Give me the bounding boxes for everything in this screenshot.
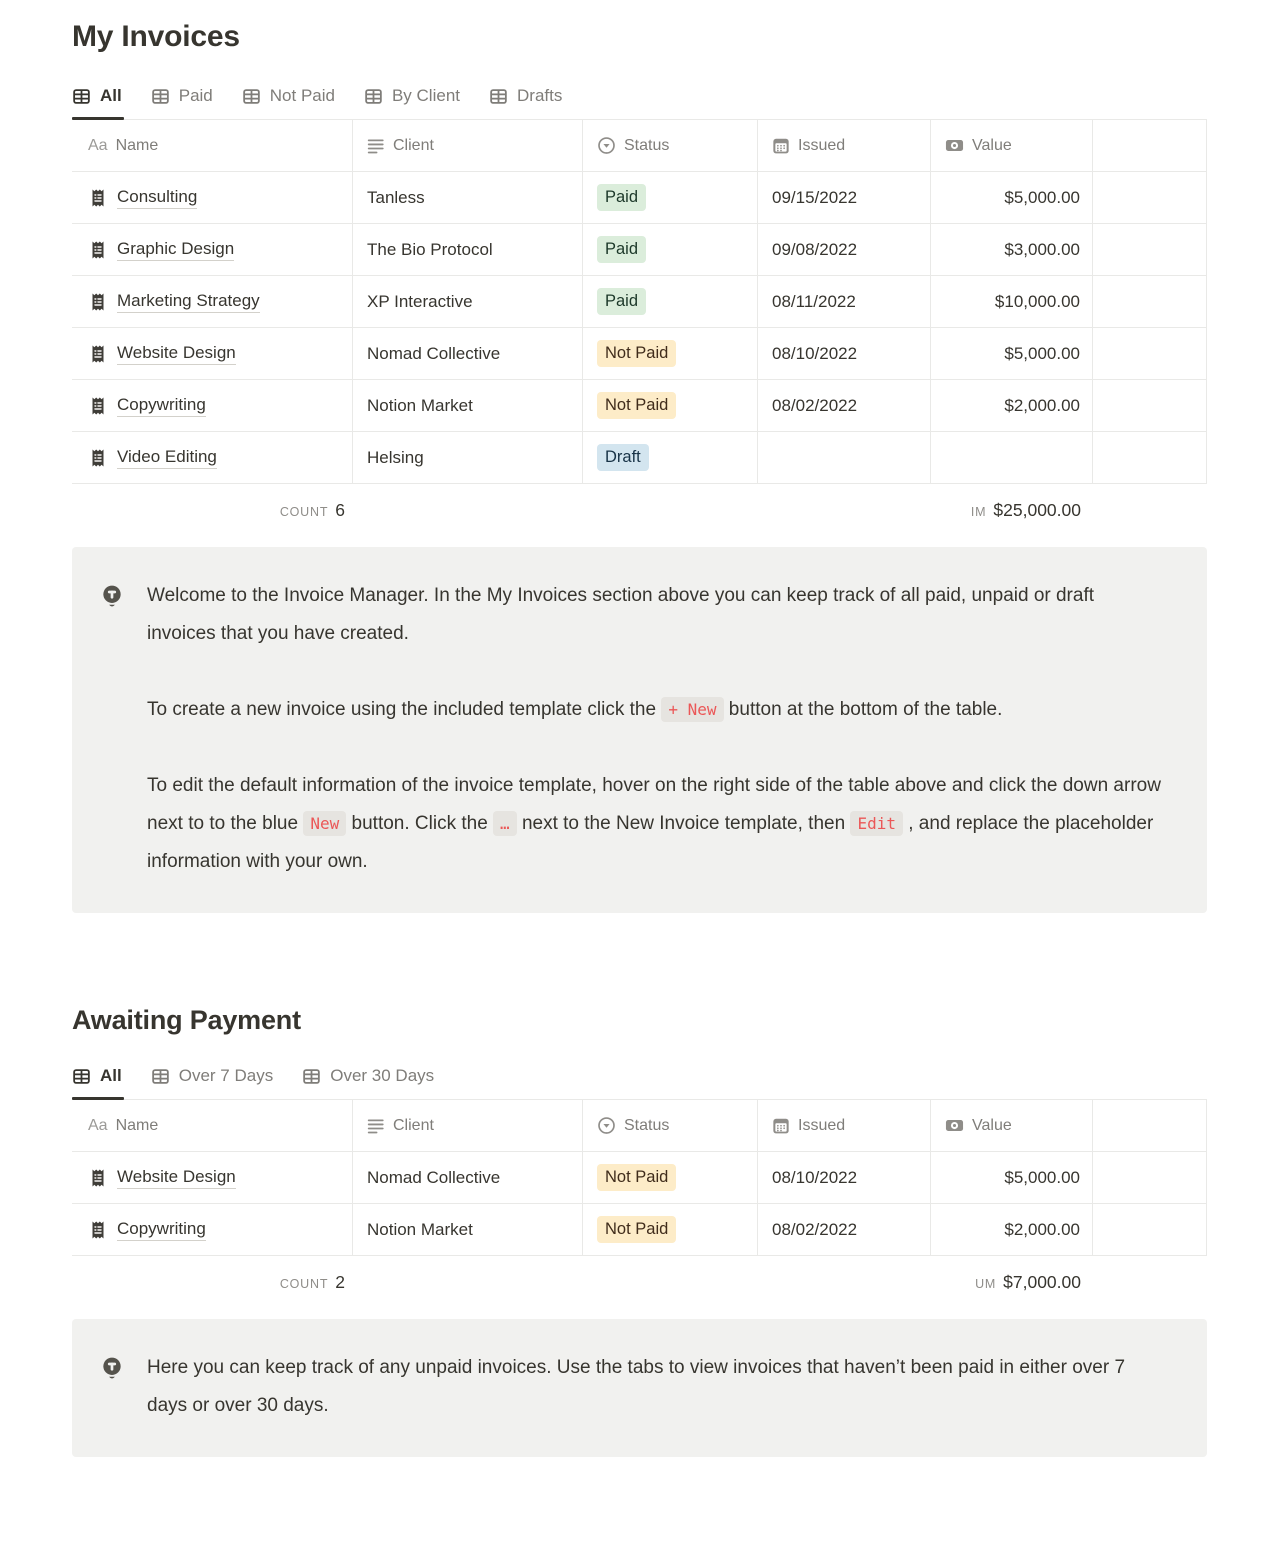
table-header-row [72, 120, 1207, 172]
receipt-icon [88, 396, 108, 416]
cell-status[interactable] [583, 1152, 758, 1203]
cell-client[interactable]: Nomad Collective [353, 328, 583, 379]
invoice-page-link[interactable]: Copywriting [117, 395, 206, 417]
cell-status[interactable] [583, 172, 758, 223]
cell-value[interactable]: $5,000.00 [931, 172, 1093, 223]
column-header-client[interactable] [353, 1100, 583, 1151]
cell-issued[interactable]: 08/10/2022 [758, 1152, 931, 1203]
invoice-page-link[interactable]: Video Editing [117, 447, 217, 469]
status-badge: Not Paid [597, 1164, 676, 1191]
status-badge: Not Paid [597, 1216, 676, 1243]
table-view-icon [72, 1067, 91, 1086]
cell-client[interactable]: Helsing [353, 432, 583, 483]
cell-name[interactable] [72, 1152, 353, 1203]
tab-label: Over 7 Days [178, 1066, 274, 1085]
cell-status[interactable] [583, 1204, 758, 1255]
cell-issued[interactable]: 08/02/2022 [758, 380, 931, 431]
view-tabs-awaiting [72, 1066, 1207, 1099]
column-header-client[interactable] [353, 120, 583, 171]
cell-issued[interactable] [758, 432, 931, 483]
column-header-status[interactable] [583, 1100, 758, 1151]
table-row[interactable] [72, 1152, 1207, 1204]
receipt-icon [88, 188, 108, 208]
select-property-icon [597, 136, 616, 155]
cell-issued[interactable]: 08/10/2022 [758, 328, 931, 379]
cell-status[interactable] [583, 380, 758, 431]
cell-empty[interactable] [1093, 328, 1207, 379]
receipt-icon [88, 1220, 108, 1240]
count-aggregate[interactable] [280, 500, 353, 521]
tab-label: By Client [391, 86, 460, 105]
table-footer [72, 1256, 1207, 1309]
tab-by-client[interactable] [364, 86, 462, 119]
column-label: Client [393, 136, 434, 154]
table-row[interactable] [72, 328, 1207, 380]
receipt-icon [88, 1168, 108, 1188]
text-property-icon [367, 137, 385, 155]
title-property-icon: Aa [88, 136, 108, 154]
cell-client[interactable]: Notion Market [353, 1204, 583, 1255]
inline-code: … [493, 811, 517, 836]
status-badge: Paid [597, 184, 646, 211]
tab-all[interactable] [72, 1066, 124, 1099]
table-view-icon [151, 87, 170, 106]
sum-aggregate[interactable] [975, 1272, 1093, 1293]
callout-paragraph: To create a new invoice using the included template click the + New button at the bottom of the table. [147, 699, 1003, 720]
table-view-icon [364, 87, 383, 106]
table-footer [72, 484, 1207, 537]
date-property-icon [772, 1117, 790, 1135]
cell-issued[interactable]: 08/11/2022 [758, 276, 931, 327]
count-value: 2 [335, 1272, 345, 1292]
inline-code: Edit [850, 811, 903, 836]
count-value: 6 [335, 500, 345, 520]
column-label: Value [972, 136, 1012, 154]
money-property-icon [945, 136, 964, 155]
column-label: Issued [798, 136, 846, 154]
cell-status[interactable] [583, 276, 758, 327]
status-badge: Not Paid [597, 340, 676, 367]
table-view-icon [72, 87, 91, 106]
money-property-icon [945, 1116, 964, 1135]
invoices-callout [72, 547, 1207, 913]
count-label: COUNT [279, 1277, 329, 1291]
column-header-issued[interactable] [758, 120, 931, 171]
callout-paragraph: Welcome to the Invoice Manager. In the My Invoices section above you can keep track of all paid, unpaid or draft invoices that you have created. [147, 585, 1095, 644]
status-badge: Not Paid [597, 392, 676, 419]
cell-name[interactable] [72, 172, 353, 223]
sum-label-clipped: IM [970, 505, 987, 519]
tab-label: Paid [178, 86, 213, 105]
invoice-page-link[interactable]: Website Design [117, 343, 236, 365]
lightbulb-icon [100, 584, 124, 610]
cell-name[interactable] [72, 328, 353, 379]
column-header-issued[interactable] [758, 1100, 931, 1151]
cell-value[interactable]: $10,000.00 [931, 276, 1093, 327]
column-label: Name [115, 1116, 159, 1134]
callout-paragraph: Here you can keep track of any unpaid invoices. Use the tabs to view invoices that haven’t been paid in either over 7 days or over 30 days. [147, 1357, 1126, 1416]
sum-aggregate[interactable] [971, 500, 1093, 521]
status-badge: Paid [597, 236, 646, 263]
table-view-icon [489, 87, 508, 106]
count-label: COUNT [279, 505, 329, 519]
tab-drafts[interactable] [489, 86, 564, 119]
section-my-invoices [72, 20, 1207, 913]
table-view-icon [302, 1067, 321, 1086]
column-label: Value [972, 1116, 1012, 1134]
cell-issued[interactable]: 09/15/2022 [758, 172, 931, 223]
cell-issued[interactable]: 09/08/2022 [758, 224, 931, 275]
table-row[interactable] [72, 276, 1207, 328]
column-label: Status [624, 136, 670, 154]
cell-name[interactable] [72, 380, 353, 431]
section-title: Awaiting Payment [72, 1005, 301, 1035]
count-aggregate[interactable] [280, 1272, 353, 1293]
cell-empty[interactable] [1093, 224, 1207, 275]
invoice-page-link[interactable]: Marketing Strategy [117, 291, 260, 313]
column-header-value[interactable] [931, 1100, 1093, 1151]
cell-name[interactable] [72, 276, 353, 327]
column-label: Name [115, 136, 159, 154]
tab-all[interactable] [72, 86, 124, 119]
callout-text [147, 577, 1167, 881]
invoice-page-link[interactable]: Copywriting [117, 1219, 206, 1241]
page-title: My Invoices [72, 20, 240, 53]
tab-label: Over 30 Days [330, 1066, 435, 1085]
cell-empty[interactable] [1093, 1152, 1207, 1203]
table-row[interactable] [72, 380, 1207, 432]
column-label: Status [624, 1116, 670, 1134]
cell-value[interactable]: $5,000.00 [931, 328, 1093, 379]
title-property-icon: Aa [88, 1116, 108, 1134]
callout-text [147, 1349, 1167, 1425]
cell-client[interactable]: Notion Market [353, 380, 583, 431]
invoice-page-link[interactable]: Graphic Design [117, 239, 234, 261]
tab-label: Not Paid [269, 86, 335, 105]
invoice-page-link[interactable]: Consulting [117, 187, 197, 209]
column-header-value[interactable] [931, 120, 1093, 171]
cell-issued[interactable]: 08/02/2022 [758, 1204, 931, 1255]
table-view-icon [242, 87, 261, 106]
column-label: Issued [798, 1116, 846, 1134]
column-header-name[interactable] [72, 1100, 353, 1151]
table-header-row [72, 1100, 1207, 1152]
column-header-name[interactable] [72, 120, 353, 171]
table-row[interactable] [72, 224, 1207, 276]
view-tabs [72, 86, 1207, 119]
receipt-icon [88, 448, 108, 468]
cell-name[interactable] [72, 432, 353, 483]
inline-code: New [303, 811, 346, 836]
receipt-icon [88, 292, 108, 312]
invoice-page-link[interactable]: Website Design [117, 1167, 236, 1189]
tab-label: All [100, 1066, 122, 1085]
sum-label-clipped: UM [975, 1277, 997, 1291]
cell-empty[interactable] [1093, 380, 1207, 431]
cell-empty[interactable] [1093, 1204, 1207, 1255]
table-row[interactable] [72, 432, 1207, 484]
cell-empty[interactable] [1093, 432, 1207, 483]
select-property-icon [597, 1116, 616, 1135]
cell-name[interactable] [72, 1204, 353, 1255]
sum-value: $7,000.00 [1003, 1272, 1081, 1292]
cell-status[interactable] [583, 328, 758, 379]
cell-status[interactable] [583, 224, 758, 275]
text-property-icon [367, 1117, 385, 1135]
invoices-table [72, 119, 1207, 537]
table-row[interactable] [72, 1204, 1207, 1256]
tab-over-30-days[interactable] [302, 1066, 436, 1099]
date-property-icon [772, 137, 790, 155]
table-view-icon [151, 1067, 170, 1086]
tab-paid[interactable] [151, 86, 215, 119]
cell-status[interactable] [583, 432, 758, 483]
receipt-icon [88, 240, 108, 260]
callout-paragraph: To edit the default information of the invoice template, hover on the right side of the table above and click the down arrow next to to the blue New button. Click the … next to the New Invoice template, then Edit , and replace the placeholder information with your own. [147, 775, 1161, 872]
column-header-status[interactable] [583, 120, 758, 171]
tab-not-paid[interactable] [242, 86, 337, 119]
cell-empty[interactable] [1093, 172, 1207, 223]
cell-client[interactable]: XP Interactive [353, 276, 583, 327]
cell-value[interactable]: $5,000.00 [931, 1152, 1093, 1203]
cell-client[interactable]: The Bio Protocol [353, 224, 583, 275]
tab-label: All [100, 86, 122, 105]
cell-value[interactable]: $2,000.00 [931, 380, 1093, 431]
awaiting-callout [72, 1319, 1207, 1457]
cell-name[interactable] [72, 224, 353, 275]
receipt-icon [88, 344, 108, 364]
column-label: Client [393, 1116, 434, 1134]
cell-client[interactable]: Tanless [353, 172, 583, 223]
section-awaiting-payment [72, 1005, 1207, 1457]
table-row[interactable] [72, 172, 1207, 224]
lightbulb-icon [100, 1356, 124, 1382]
sum-value: $25,000.00 [993, 500, 1081, 520]
tab-over-7-days[interactable] [151, 1066, 275, 1099]
cell-value[interactable]: $2,000.00 [931, 1204, 1093, 1255]
cell-value[interactable]: $3,000.00 [931, 224, 1093, 275]
cell-empty[interactable] [1093, 276, 1207, 327]
cell-value[interactable] [931, 432, 1093, 483]
awaiting-table [72, 1099, 1207, 1309]
column-header-empty[interactable] [1093, 1100, 1207, 1151]
inline-code: + New [661, 697, 723, 722]
status-badge: Draft [597, 444, 649, 471]
column-header-empty[interactable] [1093, 120, 1207, 171]
cell-client[interactable]: Nomad Collective [353, 1152, 583, 1203]
tab-label: Drafts [517, 86, 563, 105]
status-badge: Paid [597, 288, 646, 315]
